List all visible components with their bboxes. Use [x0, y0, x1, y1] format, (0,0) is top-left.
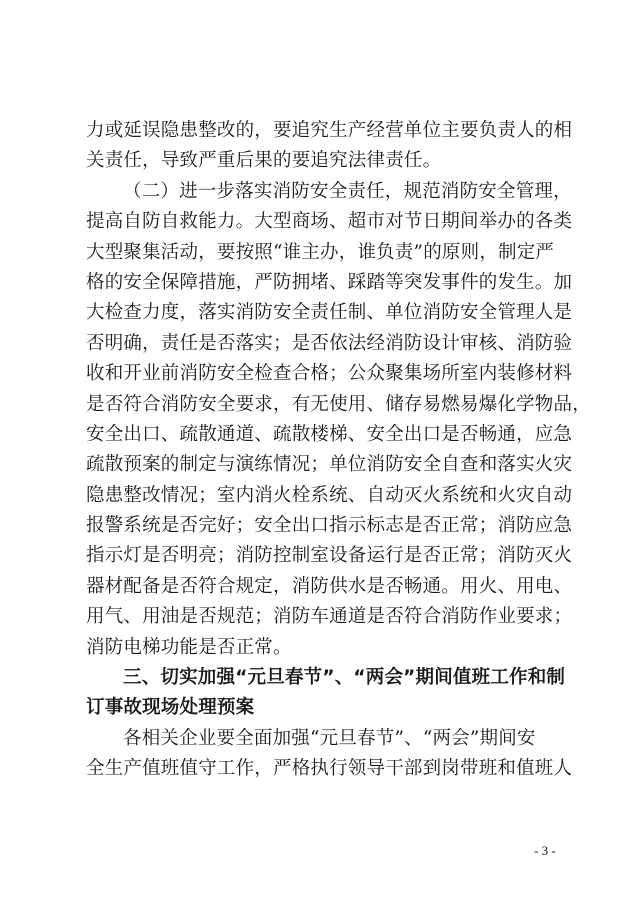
section-2-first-line: （二）进一步落实消防安全责任，规范消防安全管理， — [123, 180, 572, 202]
body-line-2: 关责任，导致严重后果的要追究法律责任。 — [86, 150, 442, 172]
body-line-12: 疏散预案的制定与演练情况；单位消防安全自查和落实火灾 — [86, 454, 573, 476]
body-line-13: 隐患整改情况；室内消火栓系统、自动灭火系统和火灾自动 — [86, 484, 573, 506]
document-body — [86, 116, 591, 785]
body-line-4: 提高自防自救能力。大型商场、超市对节日期间举办的各类 — [86, 211, 573, 233]
body-line-16: 器材配备是否符合规定，消防供水是否畅通。用火、用电、 — [86, 575, 573, 597]
body-line-5: 大型聚集活动，要按照“谁主办，谁负责”的原则，制定严 — [86, 241, 555, 263]
body-line-18: 消防电梯功能是否正常。 — [86, 636, 292, 658]
body-line-7: 大检查力度，落实消防安全责任制、单位消防安全管理人是 — [86, 302, 573, 324]
body-line-14: 报警系统是否完好；安全出口指示标志是否正常；消防应急 — [86, 515, 573, 537]
section-3-first-line: 各相关企业要全面加强“元旦春节”、“两会”期间安 — [123, 727, 536, 749]
section-3-heading-cont: 订事故现场处理预案 — [86, 697, 255, 719]
body-line-11: 安全出口、疏散通道、疏散楼梯、安全出口是否畅通，应急 — [86, 423, 573, 445]
body-line-15: 指示灯是否明亮；消防控制室设备运行是否正常；消防灭火 — [86, 545, 573, 567]
body-line-10: 是否符合消防安全要求，有无使用、储存易燃易爆化学物品， — [86, 393, 591, 415]
section-3-heading: 三、切实加强“元旦春节”、“两会”期间值班工作和制 — [123, 667, 566, 689]
body-line-17: 用气、用油是否规范；消防车通道是否符合消防作业要求； — [86, 606, 573, 628]
page-number: - 3 - — [534, 843, 556, 858]
body-line-9: 收和开业前消防安全检查合格；公众聚集场所室内装修材料 — [86, 363, 573, 385]
body-line-8: 否明确，责任是否落实；是否依法经消防设计审核、消防验 — [86, 332, 573, 354]
body-line-6: 格的安全保障措施，严防拥堵、踩踏等突发事件的发生。加 — [86, 271, 573, 293]
body-line-22: 全生产值班值守工作，严格执行领导干部到岗带班和值班人 — [86, 758, 573, 780]
body-line-1: 力或延误隐患整改的，要追究生产经营单位主要负责人的相 — [86, 120, 573, 141]
